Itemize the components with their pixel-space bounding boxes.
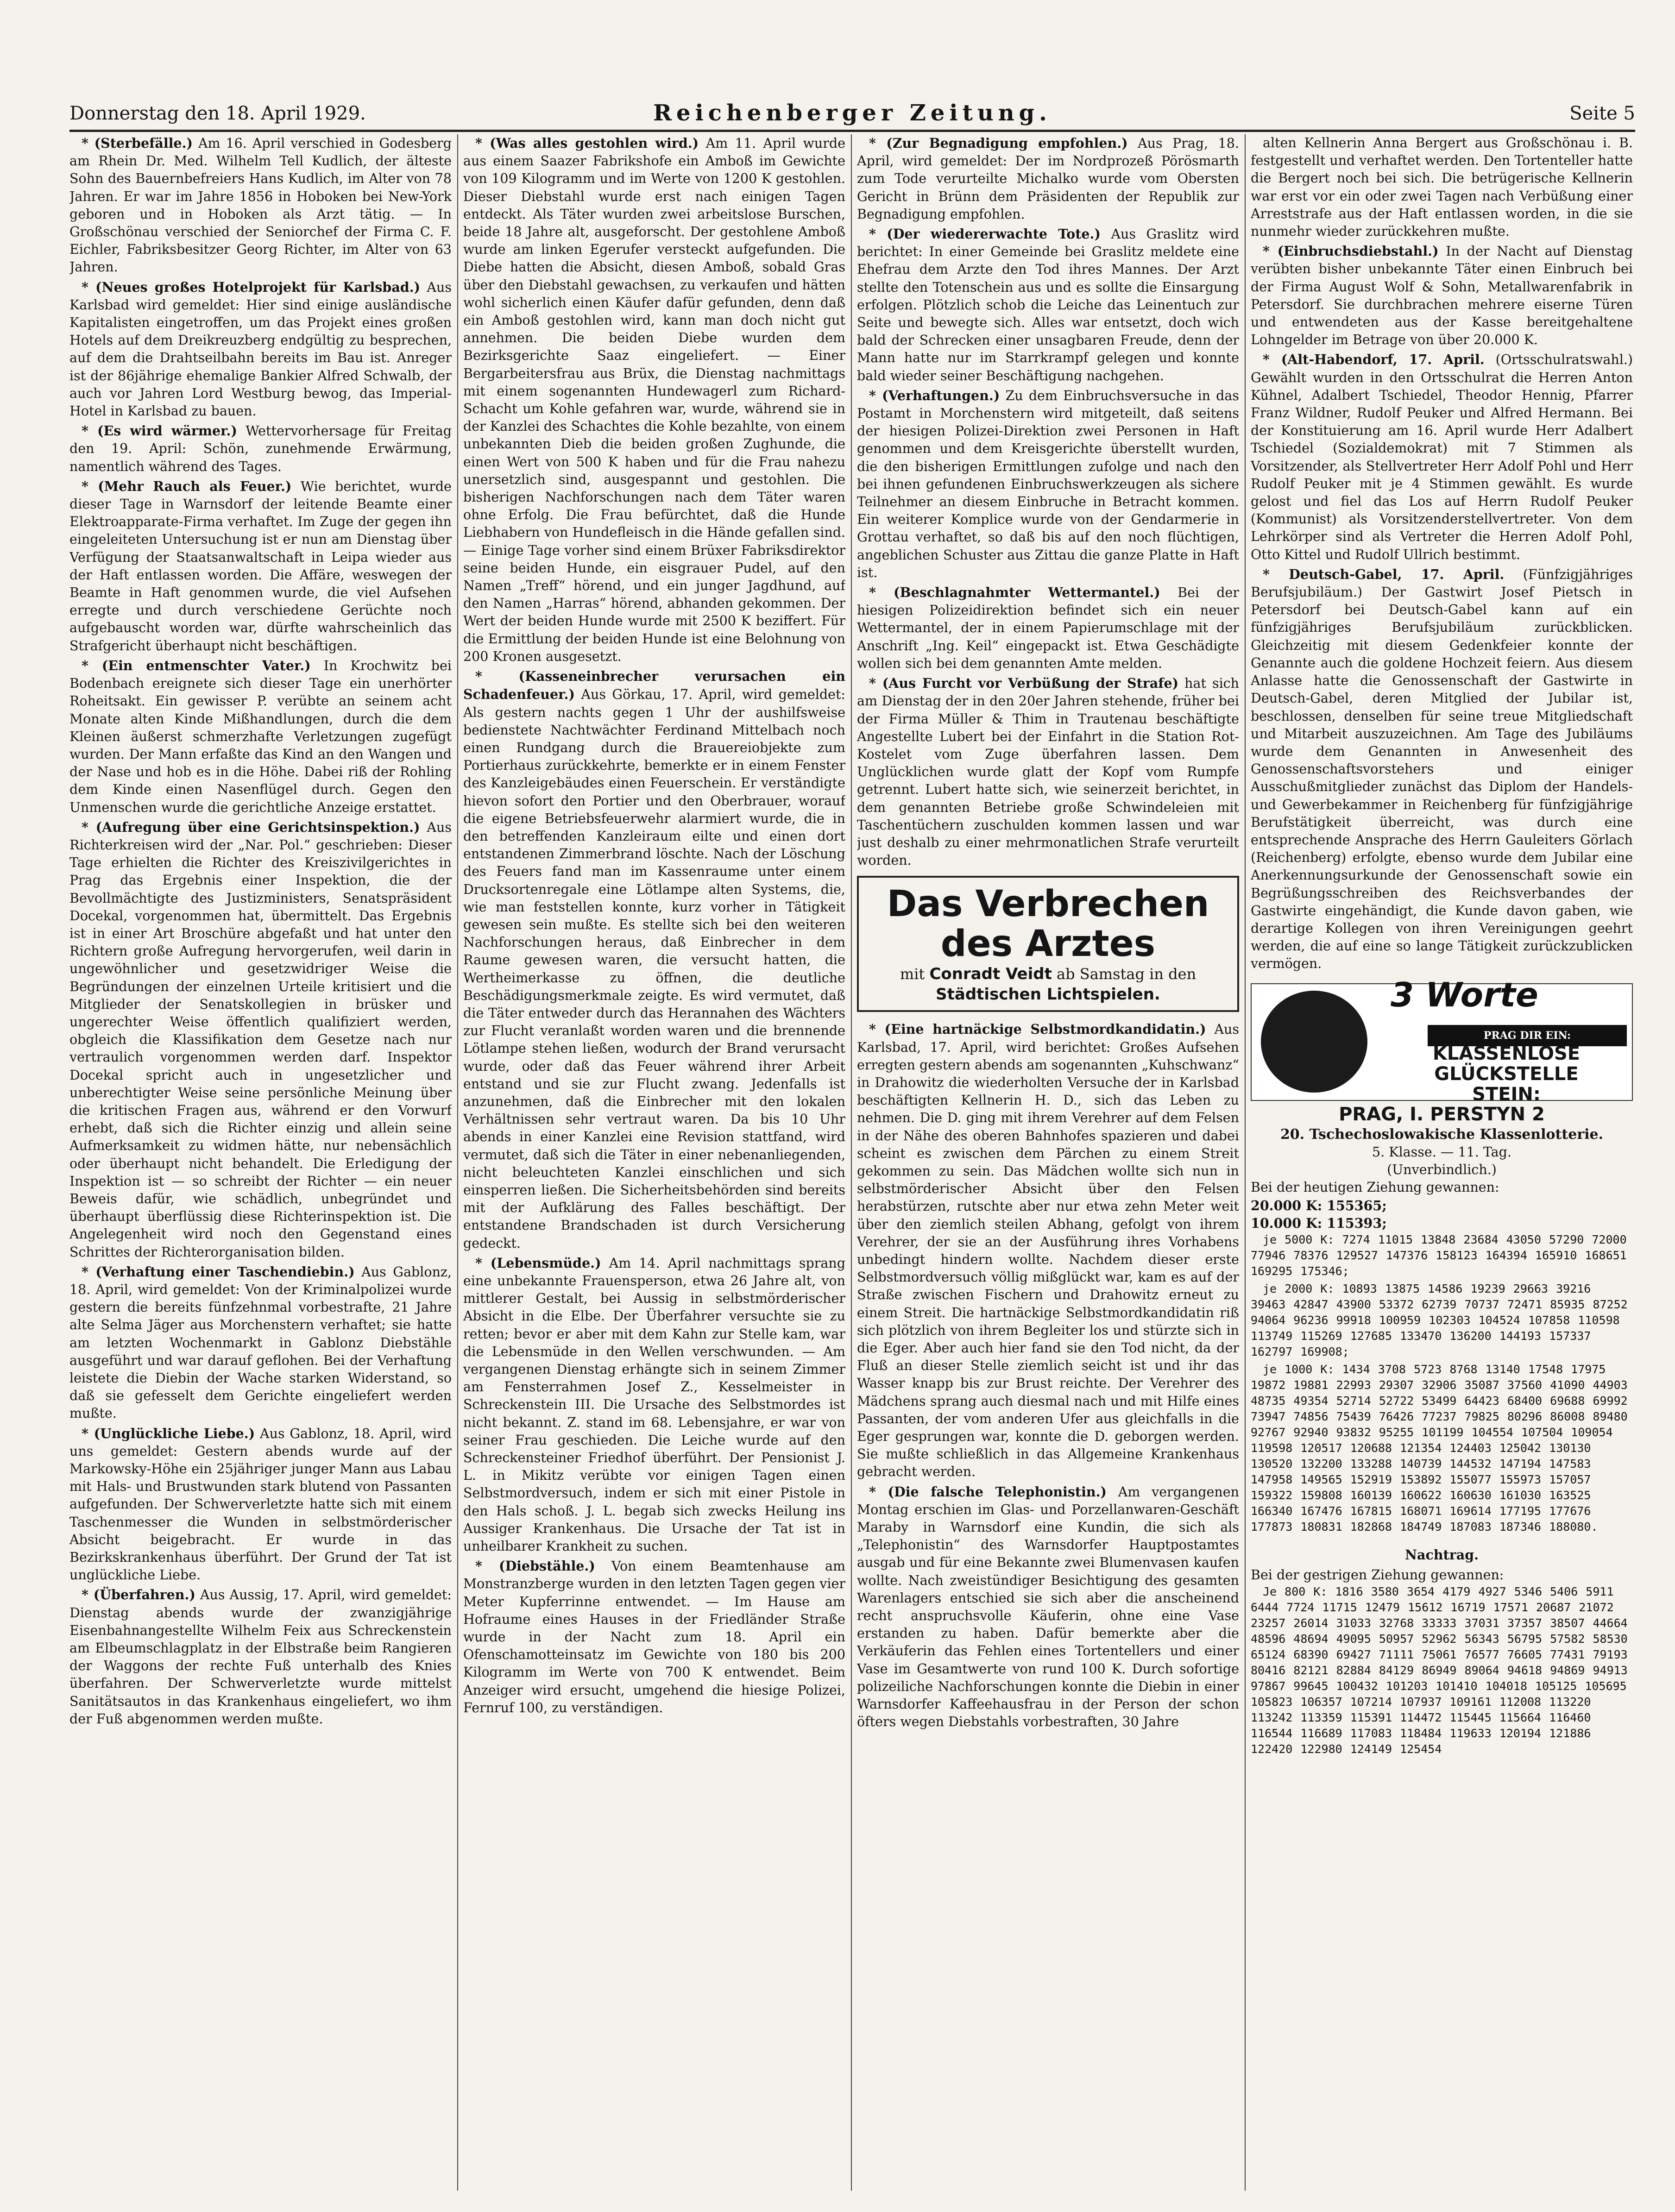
article-body: In der Nacht auf Dienstag verübten bisher unbekannte Täter einen Einbruch bei der Firma August Wolf & Sohn, Metallwarenfabrik in Petersdorf. Sie durchbrachen mehrere eiserne Türen und entwendeten aus der Kasse bereitgehaltene Lohngelder im Betrage von über 20.000 K.	[1251, 244, 1633, 348]
article	[463, 667, 845, 1252]
newspaper-title: Reichenberger Zeitung.	[653, 100, 1052, 126]
article-body: Am 11. April wurde aus einem Saazer Fabrikshofe ein Amboß im Gewichte von 109 Kilogramm und im Werte von 1200 K gestohlen. Dieser Diebstahl wurde erst nach einigen Tagen entdeckt. Als Täter wurden zwei arbeitslose Burschen, beide 18 Jahre alt, ausgeforscht. Der gestohlene Amboß wurde am linken Egerufer versteckt aufgefunden. Die Diebe hatten die Absicht, diesen Amboß, sobald Gras über den Diebstahl gewachsen, zu verkaufen und hätten wohl sicherlich einen Käufer dafür gefunden, denn daß ein Amboß gestohlen wird, kann man doch nicht gut annehmen. Die beiden Diebe wurden dem Bezirksgerichte Saaz eingeliefert. — Einer Bergarbeitersfrau aus Brüx, die Dienstag nachmittags mit einem sogenannten Hundewagerl zum Richard-Schacht um Kohle gefahren war, wurde, während sie in der Kanzlei des Schachtes die Kohle bezahlte, von einem unbekannten Dieb die beiden großen Zughunde, die einen Wert von 500 K haben und für die Frau nahezu unersetzlich sind, ausgespannt und gestohlen. Die bisherigen Nachforschungen nach dem Täter waren ohne Erfolg. Die Frau befürchtet, daß die Hunde Liebhabern von Hundefleisch in die Hände gefallen sind. — Einige Tage vorher sind einem Brüxer Fabriksdirektor seine beiden Hunde, ein eisgrauer Pudel, auf den Namen „Treff“ hörend, und ein junger Jagdhund, auf den Namen „Harras“ hörend, abhanden gekommen. Der Wert der beiden Hunde wurde mit 2500 K beziffert. Für die Ermittlung der beiden Hunde ist eine Belohnung von 200 Kronen ausgesetzt.	[463, 136, 845, 664]
prize-2000-list: je 2000 K: 10893 13875 14586 19239 29663 39216 39463 42847 43900 53372 62739 70737 72471 85935 87252 94064 96236 99918 100959 102303 104524 107858 110598 113749 115269 127685 133470 136200 144193 157337 162797 169908;	[1251, 1282, 1628, 1358]
article	[1251, 242, 1633, 349]
article-body: Aus Richterkreisen wird der „Nar. Pol.“ geschrieben: Dieser Tage erhielten die Richter des Kreiszivilgerichtes in Prag das Ergebnis einer Inspektion, die der Bevollmächtigte des Justizministers, Senatspräsident Docekal, vorgenommen hat, übermittelt. Das Ergebnis ist in einer Art Broschüre abgefaßt und hat unter den Richtern große Aufregung hervorgerufen, weil darin in ungewöhnlicher und gesetzwidriger Weise die Begründungen der einzelnen Urteile kritisiert und die Mitglieder der Senatskollegien in brüsker und ungerechter Weise öffentlich qualifiziert werden, obgleich die Klassifikation dem Gesetze nach nur vertraulich vorgenommen werden darf. Inspektor Docekal spricht auch in ungesetzlicher und unberechtigter Weise seine persönliche Meinung über die kritischen Fragen aus, während er den Vorwurf erhebt, daß sich die Richter einzig und allein seine Aufmerksamkeit zu widmen hätte, nur nebensächlich oder überhaupt nicht behandelt. Die Erledigung der Inspektion ist — so schreibt der Richter — ein neuer Beweis dafür, wie schädlich, unbegründet und überhaupt überflüssig diese Richterinspektion ist. Die Angelegenheit wird noch den Gegenstand eines Schrittes der Richterorganisation bilden.	[69, 819, 452, 1260]
article-body: alten Kellnerin Anna Bergert aus Großschönau i. B. festgestellt und verhaftet werden. Den Tortenteller hatte die Bergert noch bei sich. Die betrügerische Kellnerin war erst vor ein oder zwei Tagen nach Verbüßung einer Arreststrafe aus der Haft entlassen worden, in die sie nunmehr wieder zurückkehren mußte.	[1251, 135, 1633, 239]
article-body: (Fünfzigjähriges Berufsjubiläum.) Der Gastwirt Josef Pietsch in Petersdorf bei Deutsch-Gabel kann auf ein fünfzigjähriges Berufsjubiläum zurückblicken. Gleichzeitig mit diesem Gedenkfeier konnte der Genannte auch die goldene Hochzeit feiern. Aus diesem Anlasse hatte die Genossenschaft der Gastwirte in Deutsch-Gabel, deren Mitglied der Jubilar ist, beschlossen, denselben für seine treue Mitgliedschaft und Mitarbeit auszuzeichnen. Am Tage des Jubiläums wurde dem Genannten in Anwesenheit des Genossenschaftsvorstehers und einiger Ausschußmitglieder zunächst das Diplom der Handels- und Gewerbekammer in Reichenberg für fünfzigjährige Berufstätigkeit überreicht, was durch eine entsprechende Ansprache des Herrn Gauleiters Görlach (Reichenberg) erfolgte, ebenso wurde dem Jubilar eine Anerkennungsurkunde der Genossenschaft sowie ein Begrüßungsschreiben des Reichsverbandes der Gastwirte eingehändigt, die Kunde davon gaben, wie derartige Kollegen von ihren Vereinigungen geehrt werden, die auf eine so lange Tätigkeit zurückzublicken vermögen.	[1251, 566, 1633, 972]
article	[69, 134, 452, 276]
article-heading: * (Kasseneinbrecher verursachen ein Schadenfeuer.)	[463, 668, 845, 703]
article	[69, 818, 452, 1261]
article	[463, 1557, 845, 1717]
article-heading: * (Verhaftungen.)	[869, 387, 1000, 403]
article-body: Aus Aussig, 17. April, wird gemeldet: Dienstag abends wurde der zwanzigjährige Eisenbahnangestellte Wilhelm Feix aus Schreckenstein am Elbeumschlagplatz in der Elbstraße beim Rangieren der Waggons der rechte Fuß unterhalb des Knies überfahren. Der Schwerverletzte wurde mittelst Sanitätsautos in das Krankenhaus eingeliefert, wo ihm der Fuß abgenommen werden mußte.	[69, 1587, 452, 1727]
article-heading: * (Die falsche Telephonistin.)	[869, 1483, 1107, 1500]
article	[857, 225, 1239, 385]
article	[463, 134, 845, 666]
article-body: In Krochwitz bei Bodenbach ereignete sich dieser Tage ein unerhörter Roheitsakt. Ein gewisser P. verübte an seinem acht Monate alten Kinde Mißhandlungen, durch die dem Kleinen äußerst schmerzhafte Verletzungen zugefügt wurden. Der Mann erfaßte das Kind an den Wangen und der Nase und hob es in die Höhe. Dabei riß der Rohling dem Kinde einen Nasenflügel durch. Gegen den Unmenschen wurde die gerichtliche Anzeige erstattet.	[69, 658, 452, 815]
column-4	[1251, 134, 1633, 2191]
article	[857, 1483, 1239, 1731]
article-heading: * (Ein entmenschter Vater.)	[82, 657, 311, 673]
prize-20000: 20.000 K: 155365;	[1251, 1197, 1387, 1213]
article-heading: * (Es wird wärmer.)	[82, 423, 237, 439]
article	[1251, 351, 1633, 563]
article-body: Aus Prag, 18. April, wird gemeldet: Der im Nordprozeß Pörösmarth zum Tode verurteilte Michalko wurde vom Obersten Gericht in Brünn dem Präsidenten der Republik zur Begnadigung empfohlen.	[857, 136, 1239, 222]
article-body: Am vergangenen Montag erschien im Glas- und Porzellanwaren-Geschäft Maraby in Warnsdorf eine Kundin, die sich als „Telephonistin“ des Warnsdorfer Hauptpostamtes ausgab und für eine Bekannte zwei Blumenvasen kaufen wollte. Nach zweistündiger Besichtigung des gesamten Warenlagers entschied sie sich aber die anscheinend recht anspruchsvolle Käuferin, ohne eine Vase erstanden zu haben. Dafür bemerkte aber die Verkäuferin das Fehlen eines Tortentellers und einer Vase im Gesamtwerte von rund 100 K. Durch sofortige polizeiliche Nachforschungen konnte die Diebin in einer Warnsdorfer Kaffeehausfrau in der Person der schon öfters wegen Diebstahls vorbestraften, 30 Jahre	[857, 1484, 1239, 1730]
header-date: Donnerstag den 18. April 1929.	[69, 103, 366, 124]
film-title-line-1: Das Verbrechen	[887, 883, 1209, 925]
article-body: Aus Graslitz wird berichtet: In einer Gemeinde bei Graslitz meldete eine Ehefrau dem Arzte den Tod ihres Mannes. Der Arzt stellte den Totenschein aus und es sollte die Einsargung erfolgen. Plötzlich schob die Leiche das Leinentuch zur Seite und bewegte sich. Alles war entsetzt, doch wich bald der Schrecken einer unsagbaren Freude, denn der Mann hatte nur im Starrkrampf gelegen und konnte bald wieder seiner Beschäftigung nachgehen.	[857, 226, 1239, 383]
lottery-intro: Bei der heutigen Ziehung gewannen:	[1251, 1180, 1499, 1195]
article-heading: * (Überfahren.)	[82, 1587, 195, 1603]
article	[463, 1254, 845, 1555]
article	[69, 478, 452, 655]
page-header	[69, 97, 1635, 132]
article-body: Am 14. April nachmittags sprang eine unbekannte Frauensperson, etwa 26 Jahre alt, von mittlerer Gestalt, bei Aussig in selbstmörderischer Absicht in die Elbe. Der Überfahrer versuchte sie zu retten; bevor er aber mit dem Kahn zur Stelle kam, war die Lebensmüde in den Wellen verschwunden. — Am vergangenen Dienstag erhängte sich in seinem Zimmer am Fensterrahmen Josef Z., Kesselmeister in Schreckenstein III. Die Ursache des Selbstmordes ist nicht bekannt. Z. stand im 68. Lebensjahre, er war von seiner Frau geschieden. Die Leiche wurde auf den Schreckensteiner Friedhof überführt. Der Pensionist J. L. in Mikitz verübte vor einigen Tagen einen Selbstmordversuch, indem er sich mit einer Pistole in den Hals schoß. J. L. begab sich zwecks Heilung ins Aussiger Krankenhaus. Die Ursache der Tat ist in unheilbarer Krankheit zu suchen.	[463, 1255, 845, 1554]
article-body: Aus Karlsbad wird gemeldet: Hier sind einige ausländische Kapitalisten eingetroffen, um das Projekt eines großen Hotels auf dem Dreikreuzberg endgültig zu besprechen, auf dem die Drahtseilbahn bereits im Bau ist. Anreger ist der 86jährige ehemalige Bankier Alfred Schwalb, der auch vor Jahren Lord Westburg bewog, das Imperial-Hotel in Karlsbad zu bauen.	[69, 279, 452, 419]
columns	[69, 134, 1635, 2191]
prize-5000-list: je 5000 K: 7274 11015 13848 23684 43050 57290 72000 77946 78376 129527 147376 158123 164394 165910 168651 169295 175346;	[1251, 1232, 1627, 1278]
article	[857, 387, 1239, 582]
advert-headline: 3 Worte	[1391, 975, 1538, 1014]
advert-banner: PRAG DIR EIN:	[1428, 1025, 1627, 1046]
article-body: Aus Gablonz, 18. April, wird gemeldet: Von der Kriminalpolizei wurde gestern die bereits fünfzehnmal vorbestrafte, 21 Jahre alte Selma Jäger aus Morchenstern verhaftet; sie hatte am letzten Wochenmarkt in Gablonz Diebstähle ausgeführt und war darauf geflohen. Bei der Verhaftung leistete die Diebin der Wache starken Widerstand, so daß sie gefesselt dem Gerichte eingeliefert werden mußte.	[69, 1264, 452, 1421]
article	[1251, 566, 1633, 973]
film-venue: Städtischen Lichtspielen.	[936, 985, 1160, 1004]
advert-illustration	[1261, 991, 1367, 1093]
column-3-articles-top	[857, 134, 1239, 869]
addendum-intro: Bei der gestrigen Ziehung gewannen:	[1251, 1567, 1504, 1583]
column-2	[463, 134, 845, 2191]
article-heading: * (Diebstähle.)	[475, 1558, 595, 1574]
prize-10000: 10.000 K: 115393;	[1251, 1215, 1387, 1231]
article-heading: * (Lebensmüde.)	[475, 1255, 601, 1271]
article-heading: * (Sterbefälle.)	[82, 135, 193, 151]
article-heading: * (Eine hartnäckige Selbstmordkandidatin.)	[869, 1021, 1206, 1037]
article	[857, 674, 1239, 869]
article-heading: * (Aus Furcht vor Verbüßung der Strafe)	[869, 675, 1179, 691]
article-body: hat sich am Dienstag der in den 20er Jahren stehende, früher bei der Firma Müller & Thim in Trautenau beschäftigte Angestellte Lubert bei der Einfahrt in die Station Rot-Kostelet vom Zuge überfahren lassen. Dem Unglücklichen wurde glatt der Kopf vom Rumpfe getrennt. Lubert hatte sich, wie seinerzeit berichtet, in dem genannten Betriebe große Schwindeleien mit Taschentüchern zuschulden kommen lassen und war just deshalb zu einer mehrmonatlichen Strafe verurteilt worden.	[857, 676, 1239, 868]
article-heading: * Deutsch-Gabel, 17. April.	[1263, 566, 1505, 582]
article-heading: * (Der wiedererwachte Tote.)	[869, 226, 1101, 242]
article-body: Wie berichtet, wurde dieser Tage in Warnsdorf der leitende Beamte einer Elektroapparate-Firma verhaftet. Im Zuge der gegen ihn eingeleiteten Untersuchung ist er nun am Dienstag über Verfügung der Staatsanwaltschaft in Leipa wieder aus der Haft entlassen worden. Die Affäre, weswegen der Beamte in Haft genommen wurde, die viel Aufsehen erregte und durch verschiedene Gerüchte noch aufgebauscht worden war, dürfte wahrscheinlich das Strafgericht überhaupt nicht beschäftigen.	[69, 478, 452, 654]
article	[1251, 134, 1633, 240]
article	[857, 584, 1239, 672]
film-actor: Conradt Veidt	[929, 965, 1052, 984]
lottery-note: (Unverbindlich.)	[1387, 1162, 1497, 1178]
article	[69, 657, 452, 817]
column-1	[69, 134, 452, 2191]
article	[857, 1020, 1239, 1481]
article	[69, 1586, 452, 1728]
article-heading: * (Einbruchsdiebstahl.)	[1263, 243, 1439, 259]
column-4-articles	[1251, 134, 1633, 973]
article-body: Aus Gablonz, 18. April, wird uns gemeldet: Gestern abends wurde auf der Markowsky-Höhe ein 25jähriger junger Mann aus Labau mit Hals- und Brustwunden stark blutend von Passanten aufgefunden. Der Schwerverletzte hatte sich mit einem Taschenmesser die Wunden in selbstmörderischer Absicht beigebracht. Er wurde in das Bezirkskrankenhaus überführt. Der Grund der Tat ist unglückliche Liebe.	[69, 1426, 452, 1583]
article	[69, 1263, 452, 1423]
film-pre: mit	[900, 965, 925, 983]
article-body: Bei der hiesigen Polizeidirektion befindet sich ein neuer Wettermantel, der in einem Papierumschlage mit der Anschrift „Ing. Keil“ eingepackt ist. Etwa Geschädigte wollen sich bei dem genannten Amte melden.	[857, 585, 1239, 671]
advert-text: KLASSENLOSE GLÜCKSTELLE STEIN:	[1432, 1043, 1581, 1105]
article-heading: * (Zur Begnadigung empfohlen.)	[869, 135, 1128, 151]
lottery-title: 20. Tschechoslowakische Klassenlotterie.	[1280, 1126, 1604, 1143]
article-heading: * (Aufregung über eine Gerichtsinspektion.)	[82, 819, 420, 835]
advert-address: PRAG, I. PERSTYN 2	[1339, 1103, 1545, 1125]
article-heading: * (Was alles gestohlen wird.)	[475, 135, 699, 151]
prize-800-list: Je 800 K: 1816 3580 3654 4179 4927 5346 5406 5911 6444 7724 11715 12479 15612 16719 17571 20687 21072 23257 26014 31033 32768 33333 37031 37357 38507 44664 48596 48694 49095 50957 52962 56343 56795 57582 58530 65124 68390 69427 71111 75061 76577 76605 77431 79193 80416 82121 82884 84129 86949 89064 94618 94869 94913 97867 99645 100432 101203 101410 104018 105125 105695 105823 106357 107214 107937 109161 112008 113220 113242 113359 115391 114472 115445 115664 116460 116544 116689 117083 118484 119633 120194 121886 122420 122980 124149 125454	[1251, 1585, 1628, 1756]
addendum-heading: Nachtrag.	[1404, 1546, 1479, 1563]
column-3-articles-bottom	[857, 1020, 1239, 1731]
article-body: Aus Görkau, 17. April, wird gemeldet: Als gestern nachts gegen 1 Uhr der aushilfsweise bedienstete Nachtwächter Ferdinand Mittelbach noch einen Rundgang durch die Brauereiobjekte zum Portierhaus zurückkehrte, bemerkte er in einem Fenster des Kanzleigebäudes einen Feuerschein. Er verständigte hievon sofort den Portier und den Oberbrauer, worauf die eigene Betriebsfeuerwehr alarmiert wurde, die in den betreffenden Kanzleiraum eilte und einen dort entstandenen Zimmerbrand löschte. Nach der Löschung des Feuers fand man im Kassenraume unter einem Drucksortenregale eine Lötlampe alten Systems, die, wie man feststellen konnte, kurz vorher in Tätigkeit gewesen sein mußte. Es stellte sich bei den weiteren Nachforschungen heraus, daß Einbrecher in dem Raume gewesen waren, die versucht hatten, die Wertheimerkasse zu öffnen, die deutliche Beschädigungsmerkmale zeigte. Es wird vermutet, daß die Täter entweder durch das Herannahen des Wächters zur Flucht veranlaßt worden waren und die brennende Lötlampe stehen ließen, wodurch der Brand verursacht wurde, oder daß das Feuer während ihrer Arbeit entstand und sie zur Flucht zwang. Jedenfalls ist anzunehmen, daß die Einbrecher mit den lokalen Verhältnissen sehr vertraut waren. Da bis 10 Uhr abends in einer Kanzlei eine Revision stattfand, wird vermutet, daß sich die Täter in einer nebenanliegenden, nicht beleuchteten Kanzlei einschlichen und sich einsperren ließen. Die Sicherheitsbehörden sind bereits mit der Aufklärung des Falles beschäftigt. Der entstandene Brandschaden ist durch Versicherung gedeckt.	[463, 687, 845, 1251]
lottery-class: 5. Klasse. — 11. Tag.	[1372, 1144, 1511, 1160]
article-body: Am 16. April verschied in Godesberg am Rhein Dr. Med. Wilhelm Tell Kudlich, der älteste Sohn des Bauernbefreiers Hans Kudlich, im Alter von 78 Jahren. Er war im Jahre 1856 in Hoboken bei New-York geboren und in Hoboken als Arzt tätig. — In Großschönau verschied der Seniorchef der Firma C. F. Eichler, Fabriksbesitzer Georg Richter, im Alter von 63 Jahren.	[69, 136, 452, 275]
article-body: (Ortsschulratswahl.) Gewählt wurden in den Ortsschulrat die Herren Anton Kühnel, Adalbert Tschiedel, Theodor Hennig, Pfarrer Franz Wildner, Rudolf Peuker und Alfred Hermann. Bei der Konstituierung am 16. April wurde Herr Adalbert Tschiedel (Sozialdemokrat) mit 7 Stimmen als Vorsitzender, als Stellvertreter Herr Adolf Pohl und Herr Rudolf Peuker mit je 4 Stimmen gewählt. Es wurde gelost und fiel das Los auf Herrn Rudolf Peuker (Kommunist) als Vorsitzenderstellvertreter. Von dem Lehrkörper sind als Vertreter die Herren Adolf Pohl, Otto Kittel und Rudolf Ullrich bestimmt.	[1251, 352, 1633, 562]
article	[857, 134, 1239, 223]
article-body: Zu dem Einbruchsversuche in das Postamt in Morchenstern wird mitgeteilt, daß seitens der hiesigen Polizei-Direktion zwei Personen in Haft genommen und dem Kreisgerichte überstellt wurden, die den bisherigen Ermittlungen zufolge und nach den bei ihnen gefundenen Einbruchswerkzeugen als sichere Teilnehmer an diesem Einbruche in Betracht kommen. Ein weiterer Komplice wurde von der Gendarmerie in Grottau verhaftet, so daß bis auf den noch flüchtigen, angeblichen Schuster aus Zittau die ganze Platte in Haft ist.	[857, 388, 1239, 580]
article-heading: * (Alt-Habendorf, 17. April.	[1263, 352, 1485, 368]
prize-1000-list: je 1000 K: 1434 3708 5723 8768 13140 17548 17975 19872 19881 22993 29307 32906 35087 37560 41090 44903 48735 49354 52714 52722 53499 64423 68400 69688 69992 73947 74856 75439 76426 77237 79825 80296 86008 89480 92767 92940 93832 95255 101199 104554 107504 109054 119598 120517 120688 121354 124403 125042 130130 130520 132200 133288 140739 144532 147194 147583 147958 149565 152919 153892 155077 155973 157057 159322 159808 160139 160622 160630 161030 163525 166340 167476 167815 168071 169614 177195 177676 177873 180831 182868 184749 187083 187346 188080.	[1251, 1362, 1628, 1533]
film-advertisement	[857, 876, 1239, 1012]
article-heading: * (Beschlagnahmter Wettermantel.)	[869, 584, 1160, 601]
newspaper-page	[69, 97, 1635, 2191]
article-body: Wettervorhersage für Freitag den 19. April: Schön, zunehmende Erwärmung, namentlich während des Tages.	[69, 423, 452, 474]
page-number: Seite 5	[1569, 103, 1635, 124]
film-post: ab Samstag in den	[1057, 965, 1196, 983]
article-heading: * (Unglückliche Liebe.)	[82, 1425, 255, 1441]
article	[69, 422, 452, 476]
film-cast-line	[863, 964, 1233, 984]
article	[69, 278, 452, 421]
film-title-line-2: des Arztes	[940, 923, 1156, 965]
article-heading: * (Neues großes Hotelprojekt für Karlsbad.)	[82, 279, 421, 295]
column-3	[857, 134, 1239, 2191]
article-heading: * (Mehr Rauch als Feuer.)	[82, 478, 292, 494]
article-heading: * (Verhaftung einer Taschendiebin.)	[82, 1263, 355, 1280]
lottery-advertisement	[1251, 975, 1633, 1105]
article-body: Von einem Beamtenhause am Monstranzberge wurden in den letzten Tagen gegen vier Meter Kupferrinne entwendet. — Im Hause am Hofraume eines Hauses in der Friedländer Straße wurde in der Nacht zum 18. April ein Ofenschamotteinsatz im Gewichte von 180 bis 200 Kilogramm im Werte von 700 K entwendet. Beim Anzeiger wird ersucht, umgehend die hiesige Polizei, Fernruf 100, zu verständigen.	[463, 1558, 845, 1716]
article-body: Aus Karlsbad, 17. April, wird berichtet: Großes Aufsehen erregten gestern abends am sogenannten „Kuhschwanz“ in Drahowitz die wiederholten Versuche der in Karlsbad beschäftigten Kellnerin H. D., sich das Leben zu nehmen. Die D. ging mit ihrem Verehrer auf dem Felsen in der Nähe des oberen Bahnhofes spazieren und dabei scheint es zwischen dem Pärchen zu einem Streit gekommen zu sein. Das Mädchen wollte sich nun in selbstmörderischer Absicht über den Felsen herabstürzen, rutschte aber nur etwa zehn Meter weit über den ziemlich steilen Abhang, gefolgt von ihrem Verehrer, der sie an der Ausführung ihres Vorhabens unbedingt hindern wollte. Nachdem dieser erste Selbstmordversuch völlig mißglückt war, kam es auf der Straße zwischen Fischern und Drahowitz erneut zu einem Streit. Die hartnäckige Selbstmordkandidatin riß sich plötzlich von ihrem Begleiter los und stürzte sich in die Eger. Aber auch hier fand sie den Tod nicht, da der Fluß an dieser Stelle ziemlich seicht ist und ihr das Wasser knapp bis zur Brust reichte. Der Verehrer des Mädchens sprang auch diesmal nach und mit Hilfe eines Passanten, der vom anderen Ufer aus gleichfalls in die Eger gesprungen war, konnte die D. geborgen werden. Sie mußte schließlich in das Allgemeine Krankenhaus gebracht werden.	[857, 1022, 1239, 1480]
article	[69, 1425, 452, 1584]
